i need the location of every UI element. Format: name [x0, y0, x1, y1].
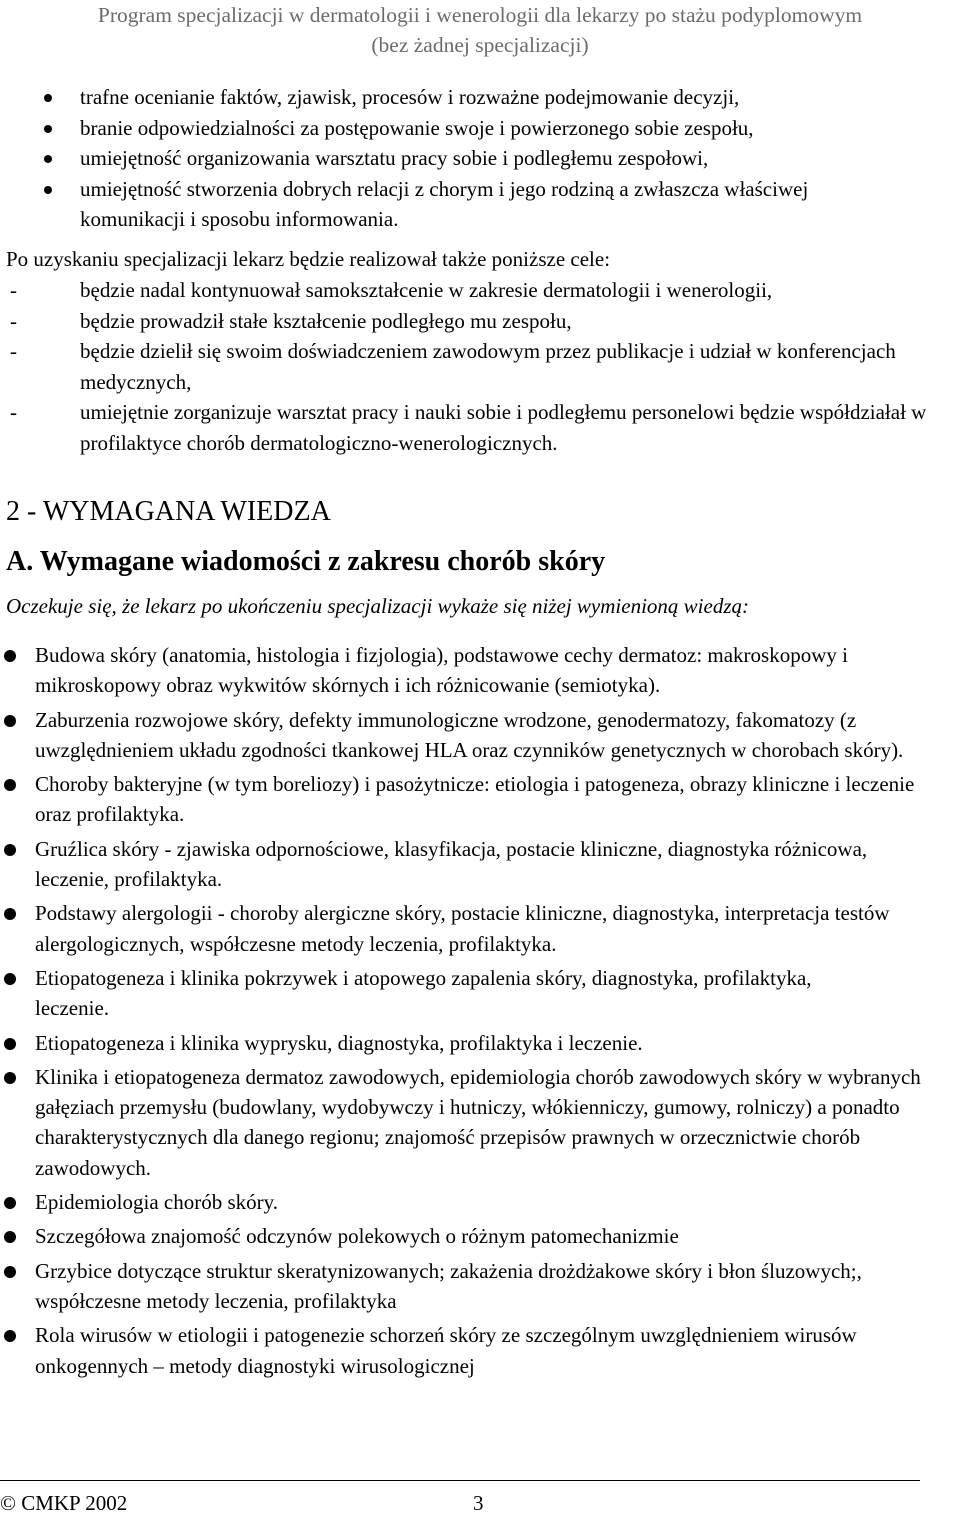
list-item-text: Rola wirusów w etiologii i patogenezie schorzeń skóry ze szczególnym uwzględnieniem wirusów onkogennych – metody diagnostyki wirusologicznej — [35, 1323, 857, 1378]
list-item — [0, 113, 960, 144]
list-item-text: Budowa skóry (anatomia, histologia i fizjologia), podstawowe cechy dermatoz: makroskopowy i mikroskopowy obraz wykwitów skórnych i ich różnicowanie (semiotyka). — [35, 643, 848, 698]
list-item — [0, 1062, 960, 1183]
list-item-text: trafne ocenianie faktów, zjawisk, procesów i rozważne podejmowanie decyzji, — [80, 85, 740, 109]
skills-list — [0, 82, 960, 235]
bullet-icon — [4, 908, 16, 920]
list-item-text: Zaburzenia rozwojowe skóry, defekty immunologiczne wrodzone, genodermatozy, fakomatozy (z uwzględnieniem układu zgodności tkankowej HLA oraz czynników genetycznych w chorobach skóry). — [35, 707, 904, 762]
list-item — [0, 1028, 960, 1058]
bullet-icon — [4, 779, 16, 791]
list-item-text: umiejętność stworzenia dobrych relacji z chorym i jego rodziną a zwłaszcza właściwej komunikacji i sposobu informowania. — [80, 176, 809, 232]
bullet-icon — [44, 94, 52, 102]
list-item — [0, 174, 960, 235]
bullet-icon — [4, 1231, 16, 1243]
list-item-text: Podstawy alergologii - choroby alergiczne skóry, postacie kliniczne, diagnostyka, interpretacja testów alergologicznych, współczesne metody leczenia, profilaktyka. — [35, 901, 890, 956]
bullet-icon — [4, 1038, 16, 1050]
list-item-text: branie odpowiedzialności za postępowanie swoje i powierzonego sobie zespołu, — [80, 115, 754, 140]
list-item — [0, 705, 960, 766]
list-item — [0, 640, 960, 701]
dash-marker: - — [10, 339, 17, 364]
bullet-icon — [4, 1266, 16, 1278]
bullet-icon — [4, 715, 16, 727]
list-item-text: umiejętnie zorganizuje warsztat pracy i nauki sobie i podległemu personelowi będzie współdziałał w profilaktyce chorób dermatologiczno-wenerologicznych. — [80, 400, 927, 455]
list-item — [0, 963, 960, 1024]
list-item — [0, 769, 960, 830]
bullet-icon — [4, 844, 16, 856]
dash-marker: - — [10, 400, 17, 425]
copyright: © CMKP 2002 — [0, 1491, 128, 1515]
list-item-text: będzie prowadził stałe kształcenie podległego mu zespołu, — [80, 308, 572, 333]
bullet-icon — [4, 1072, 16, 1084]
list-item — [0, 1256, 960, 1317]
list-item-text: będzie dzielił się swoim doświadczeniem zawodowym przez publikacje i udział w konferencjach medycznych, — [80, 339, 896, 394]
list-item — [0, 275, 960, 306]
list-item — [0, 898, 960, 959]
bullet-icon — [4, 650, 16, 662]
list-item-text: Gruźlica skóry - zjawiska odpornościowe, klasyfikacja, postacie kliniczne, diagnostyka różnicowa, leczenie, profilaktyka. — [35, 836, 868, 892]
dash-marker: - — [10, 278, 17, 302]
bullet-icon — [44, 125, 52, 133]
list-item-text: Epidemiologia chorób skóry. — [35, 1190, 279, 1215]
list-item-text: Etiopatogeneza i klinika pokrzywek i atopowego zapalenia skóry, diagnostyka, profilaktyka, leczenie. — [35, 965, 812, 1021]
section-title: 2 - WYMAGANA WIEDZA — [6, 496, 331, 527]
subsection-title: A. Wymagane wiadomości z zakresu chorób skóry — [6, 546, 606, 577]
bullet-icon — [4, 1197, 16, 1209]
list-item — [0, 1187, 960, 1217]
dash-marker: - — [10, 308, 17, 333]
list-item — [0, 1221, 960, 1251]
list-item — [0, 1320, 960, 1381]
list-item-text: umiejętność organizowania warsztatu pracy sobie i podległemu zespołowi, — [80, 146, 709, 171]
lead-text: Oczekuje się, że lekarz po ukończeniu specjalizacji wykaże się niżej wymienioną wiedzą: — [6, 594, 749, 618]
bullet-icon — [44, 155, 52, 163]
list-item-text: Grzybice dotyczące struktur skeratynizowanych; zakażenia drożdżakowe skóry i błon śluzowych;, współczesne metody leczenia, profilaktyka — [35, 1258, 862, 1313]
header-subtitle: (bez żadnej specjalizacji) — [371, 33, 589, 57]
list-item-text: będzie nadal kontynuował samokształcenie w zakresie dermatologii i wenerologii, — [80, 278, 773, 302]
bullet-icon — [4, 973, 16, 985]
bullet-icon — [4, 1330, 16, 1342]
list-item — [0, 397, 960, 458]
goals-intro: Po uzyskaniu specjalizacji lekarz będzie realizował także poniższe cele: — [6, 247, 611, 271]
goals-list — [0, 275, 960, 459]
list-item — [0, 143, 960, 174]
list-item — [0, 834, 960, 895]
list-item-text: Klinika i etiopatogeneza dermatoz zawodowych, epidemiologia chorób zawodowych skóry w wybranych gałęziach przemysłu (budowlany, wydobywczy i hutniczy, włókienniczy, gumowy, rolniczy) a ponadto charakterystycznych dla danego regionu; znajomość przepisów prawnych w orzecznictwie chorób zawodowych. — [35, 1064, 921, 1180]
knowledge-list — [0, 640, 960, 1381]
page-number: 3 — [473, 1491, 484, 1515]
list-item-text: Etiopatogeneza i klinika wyprysku, diagnostyka, profilaktyka i leczenie. — [35, 1030, 643, 1055]
footer-divider — [0, 1480, 920, 1481]
list-item — [0, 306, 960, 337]
header-title: Program specjalizacji w dermatologii i wenerologii dla lekarzy po stażu podyplomowym — [97, 3, 863, 27]
list-item-text: Szczegółowa znajomość odczynów polekowych o różnym patomechanizmie — [35, 1224, 679, 1249]
list-item — [0, 82, 960, 113]
list-item — [0, 336, 960, 397]
bullet-icon — [44, 186, 52, 194]
list-item-text: Choroby bakteryjne (w tym boreliozy) i pasożytnicze: etiologia i patogeneza, obrazy kliniczne i leczenie oraz profilaktyka. — [35, 772, 915, 827]
